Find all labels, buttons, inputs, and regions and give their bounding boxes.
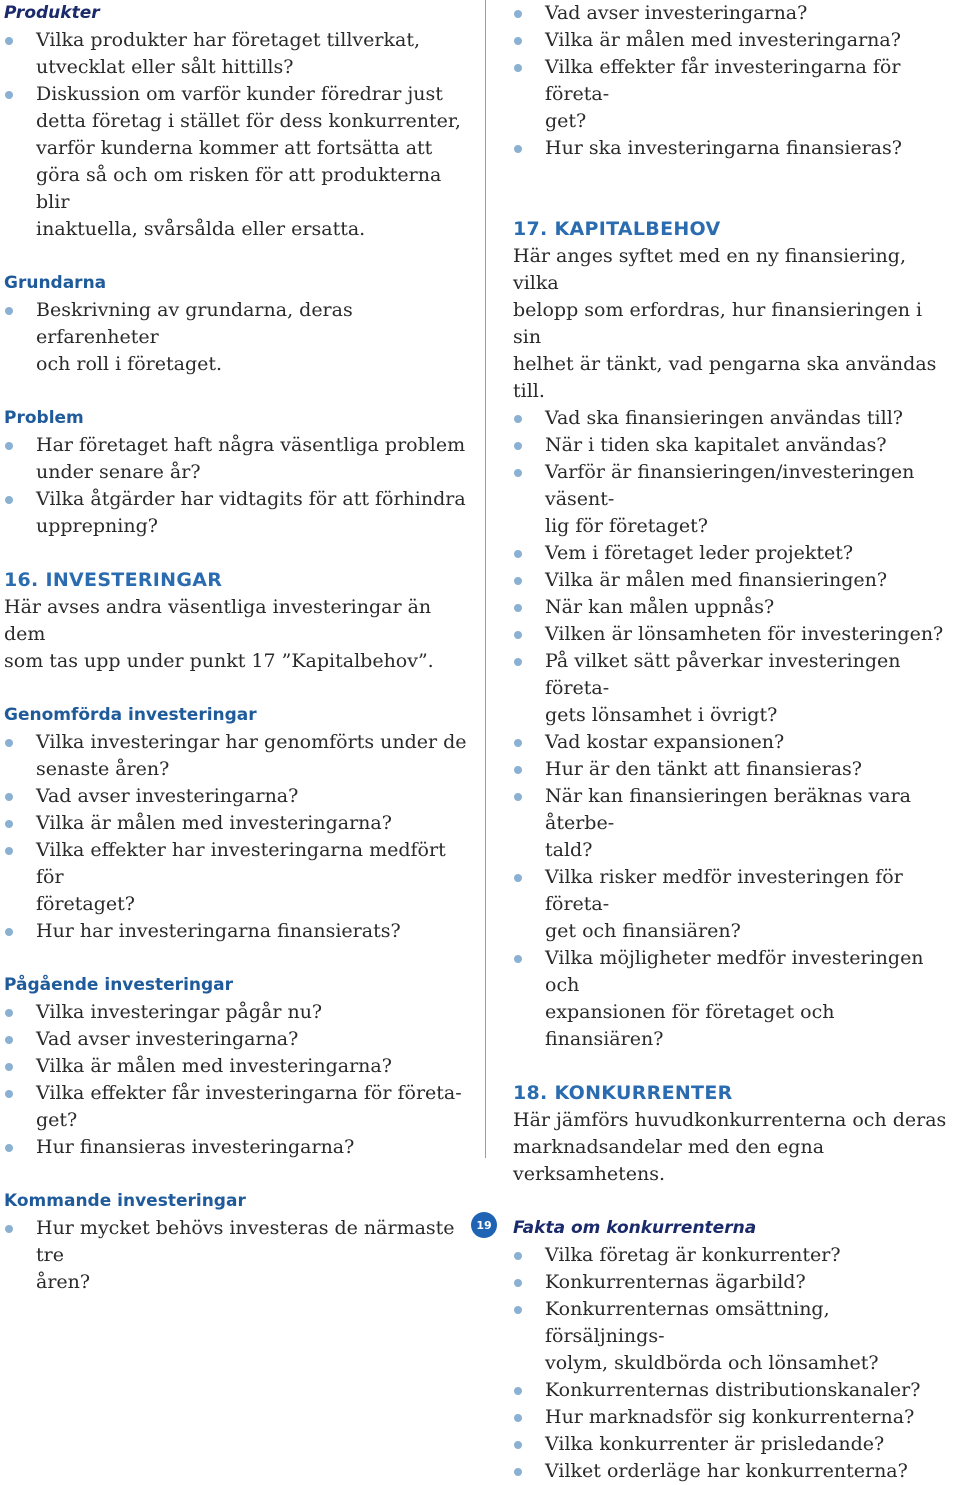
list-item	[513, 1296, 953, 1377]
list-item-line: Vilka effekter får investeringarna för företa-	[545, 56, 901, 105]
list-item-line: Vad avser investeringarna?	[545, 2, 808, 24]
list-item-line: Diskussion om varför kunder föredrar just	[36, 83, 443, 105]
paragraph-line: som tas upp under punkt 17 ”Kapitalbehov”.	[4, 650, 434, 672]
list-item-line: under senare år?	[36, 461, 201, 483]
list-item	[513, 405, 953, 432]
list-item	[513, 0, 953, 27]
list-item-line: Hur marknadsför sig konkurrenterna?	[545, 1406, 915, 1428]
list-item-line: Konkurrenternas distributionskanaler?	[545, 1379, 921, 1401]
list-item-line: företaget?	[36, 893, 135, 915]
list-item-line: Vilka effekter får investeringarna för företa-	[36, 1082, 462, 1104]
list-item	[4, 432, 474, 486]
list-item	[513, 567, 953, 594]
list-item-line: Vad ska finansieringen användas till?	[545, 407, 903, 429]
list-item	[4, 27, 474, 81]
list-item-line: och roll i företaget.	[36, 353, 223, 375]
list-item	[4, 999, 474, 1026]
heading-grundarna: Grundarna	[4, 273, 107, 293]
list-item-line: Hur är den tänkt att finansieras?	[545, 758, 862, 780]
list-item	[4, 297, 474, 378]
list-item	[4, 837, 474, 918]
list-item-line: Vad avser investeringarna?	[36, 1028, 299, 1050]
paragraph-line: Här anges syftet med en ny finansiering, vilka	[513, 245, 906, 294]
list-item-line: detta företag i stället för dess konkurrenter,	[36, 110, 461, 132]
list-item	[513, 594, 953, 621]
list-problem	[4, 432, 474, 540]
list-item-line: Har företaget haft några väsentliga problem	[36, 434, 466, 456]
left-column	[4, 0, 474, 1296]
list-item-line: get och finansiären?	[545, 920, 741, 942]
list-item	[513, 1404, 953, 1431]
list-item-line: Vilken är lönsamheten för investeringen?	[545, 623, 944, 645]
list-item-line: Vilka är målen med investeringarna?	[36, 1055, 392, 1077]
list-item	[513, 27, 953, 54]
list-item	[4, 486, 474, 540]
list-item-line: När kan finansieringen beräknas vara återbe-	[545, 785, 911, 834]
text-konkurrenter	[513, 1107, 953, 1188]
list-item	[513, 1377, 953, 1404]
list-item	[4, 81, 474, 243]
paragraph-line: belopp som erfordras, hur finansieringen i sin	[513, 299, 923, 348]
list-item	[4, 1134, 474, 1161]
list-item	[513, 864, 953, 945]
list-item	[4, 729, 474, 783]
list-continued	[513, 0, 953, 162]
list-item	[513, 459, 953, 540]
list-pagaende	[4, 999, 474, 1161]
heading-fakta: Fakta om konkurrenterna	[513, 1218, 757, 1238]
list-item-line: tald?	[545, 839, 593, 861]
list-item	[513, 1269, 953, 1296]
list-grundarna	[4, 297, 474, 378]
list-item-line: Vilka är målen med investeringarna?	[545, 29, 901, 51]
list-item-line: lig för företaget?	[545, 515, 708, 537]
list-item-line: Hur finansieras investeringarna?	[36, 1136, 355, 1158]
heading-produkter: Produkter	[4, 3, 100, 23]
list-item-line: Vilka är målen med investeringarna?	[36, 812, 392, 834]
list-item-line: Vad avser investeringarna?	[36, 785, 299, 807]
list-item	[513, 783, 953, 864]
list-item-line: Vilka företag är konkurrenter?	[545, 1244, 841, 1266]
list-item-line: varför kunderna kommer att fortsätta att	[36, 137, 433, 159]
text-investeringar	[4, 594, 474, 675]
list-item-line: upprepning?	[36, 515, 158, 537]
list-item-line: Vilka investeringar pågår nu?	[36, 1001, 323, 1023]
list-item	[513, 621, 953, 648]
list-genomforda	[4, 729, 474, 945]
list-item-line: inaktuella, svårsålda eller ersatta.	[36, 218, 366, 240]
heading-kommande: Kommande investeringar	[4, 1191, 246, 1211]
list-item-line: senaste åren?	[36, 758, 170, 780]
list-item-line: Vilka risker medför investeringen för företa-	[545, 866, 903, 915]
list-item	[513, 135, 953, 162]
right-column	[513, 0, 953, 1485]
list-item-line: Varför är finansieringen/investeringen väsent-	[545, 461, 915, 510]
list-item-line: När i tiden ska kapitalet användas?	[545, 434, 887, 456]
heading-konkurrenter: 18. KONKURRENTER	[513, 1082, 733, 1104]
list-item	[4, 1053, 474, 1080]
list-item	[513, 1431, 953, 1458]
list-item	[513, 54, 953, 135]
list-item	[4, 810, 474, 837]
list-item-line: utvecklat eller sålt hittills?	[36, 56, 294, 78]
list-item-line: På vilket sätt påverkar investeringen företa-	[545, 650, 901, 699]
list-item-line: Vem i företaget leder projektet?	[545, 542, 854, 564]
list-fakta	[513, 1242, 953, 1485]
heading-pagaende: Pågående investeringar	[4, 975, 234, 995]
list-item	[4, 1080, 474, 1134]
list-item	[4, 783, 474, 810]
list-item-line: Vilka möjligheter medför investeringen och	[545, 947, 924, 996]
paragraph-line: Här jämförs huvudkonkurrenterna och deras	[513, 1109, 947, 1131]
list-item-line: göra så och om risken för att produkterna blir	[36, 164, 442, 213]
list-item-line: Vilka är målen med finansieringen?	[545, 569, 888, 591]
paragraph-line: helhet är tänkt, vad pengarna ska användas till.	[513, 353, 937, 402]
list-item-line: Hur mycket behövs investeras de närmaste tre	[36, 1217, 455, 1266]
list-item	[513, 432, 953, 459]
list-item-line: Konkurrenternas ägarbild?	[545, 1271, 806, 1293]
list-item	[513, 1458, 953, 1485]
list-item	[4, 1026, 474, 1053]
list-item-line: Hur ska investeringarna finansieras?	[545, 137, 902, 159]
text-kapitalbehov	[513, 243, 953, 405]
list-item-line: Hur har investeringarna finansierats?	[36, 920, 401, 942]
list-produkter	[4, 27, 474, 243]
list-item-line: volym, skuldbörda och lönsamhet?	[545, 1352, 879, 1374]
list-item-line: Vilka produkter har företaget tillverkat,	[36, 29, 420, 51]
list-item	[513, 1242, 953, 1269]
list-item	[513, 729, 953, 756]
list-item	[4, 1215, 474, 1296]
heading-kapitalbehov: 17. KAPITALBEHOV	[513, 218, 721, 240]
list-item-line: åren?	[36, 1271, 91, 1293]
column-divider	[485, 0, 486, 1158]
list-item-line: get?	[36, 1109, 78, 1131]
list-item	[4, 918, 474, 945]
list-kapitalbehov	[513, 405, 953, 1053]
list-item-line: get?	[545, 110, 587, 132]
list-item-line: gets lönsamhet i övrigt?	[545, 704, 778, 726]
list-item-line: Vilka effekter har investeringarna medfört för	[36, 839, 446, 888]
list-item-line: Vilka konkurrenter är prisledande?	[545, 1433, 885, 1455]
heading-genomforda: Genomförda investeringar	[4, 705, 257, 725]
page-number-badge: 19	[471, 1212, 497, 1238]
list-kommande	[4, 1215, 474, 1296]
paragraph-line: marknadsandelar med den egna verksamhetens.	[513, 1136, 825, 1185]
heading-problem: Problem	[4, 408, 84, 428]
list-item-line: Beskrivning av grundarna, deras erfarenheter	[36, 299, 353, 348]
heading-investeringar: 16. INVESTERINGAR	[4, 569, 223, 591]
list-item	[513, 756, 953, 783]
list-item	[513, 540, 953, 567]
list-item-line: Vilka åtgärder har vidtagits för att förhindra	[36, 488, 466, 510]
list-item-line: När kan målen uppnås?	[545, 596, 775, 618]
list-item-line: Vad kostar expansionen?	[545, 731, 785, 753]
list-item-line: Vilket orderläge har konkurrenterna?	[545, 1460, 908, 1482]
list-item-line: Vilka investeringar har genomförts under de	[36, 731, 467, 753]
list-item	[513, 648, 953, 729]
paragraph-line: Här avses andra väsentliga investeringar än dem	[4, 596, 432, 645]
list-item-line: Konkurrenternas omsättning, försäljnings-	[545, 1298, 830, 1347]
list-item	[513, 945, 953, 1053]
list-item-line: expansionen för företaget och finansiären?	[545, 1001, 835, 1050]
